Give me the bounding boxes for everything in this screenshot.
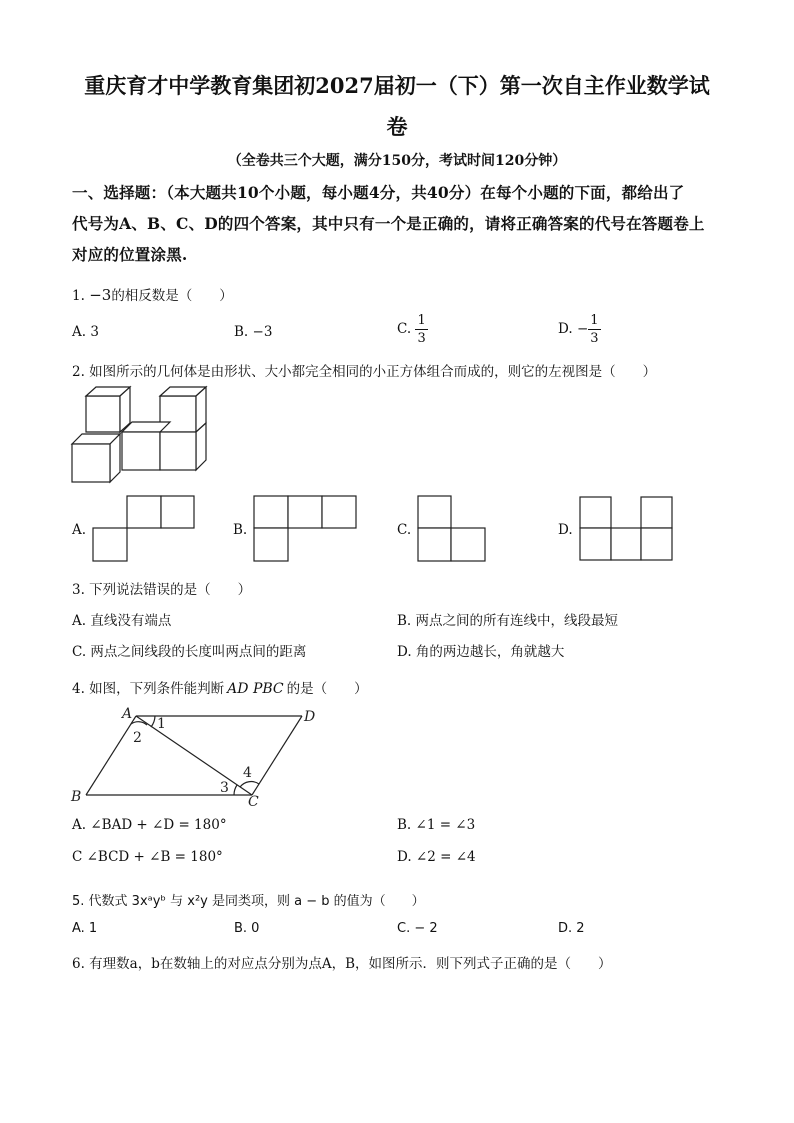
cube-middle-front xyxy=(122,432,160,470)
question-4-stem xyxy=(72,677,368,697)
question-2-option-c-figure xyxy=(418,496,486,562)
question-4-option-a: A. ∠BAD + ∠D = 180° xyxy=(72,817,227,833)
question-2-stem: 2. 如图所示的几何体是由形状、大小都完全相同的小正方体组合而成的，则它的左视图是（ ） xyxy=(72,364,657,380)
question-4-stem-expression: AD PBC xyxy=(227,681,284,697)
angle-label-3: 3 xyxy=(220,780,229,796)
cube-lower-right-side xyxy=(196,423,206,470)
question-2-option-b-label: B. xyxy=(233,522,248,538)
question-1-number: 1. xyxy=(72,288,85,304)
point-label-d: D xyxy=(304,709,316,725)
angle-arc-3 xyxy=(234,785,237,795)
question-1-option-d-label: D. xyxy=(558,321,573,337)
page-subtitle: （全卷共三个大题，满分150分，考试时间120分钟） xyxy=(227,153,567,169)
angle-arc-1 xyxy=(151,716,155,727)
question-3-option-c: C. 两点之间线段的长度叫两点间的距离 xyxy=(72,644,307,660)
question-1-option-c-label: C. xyxy=(397,321,412,337)
cube-front-left xyxy=(72,434,120,482)
question-1-option-c-fraction xyxy=(415,314,427,345)
question-2-option-d-label: D. xyxy=(558,522,573,538)
fraction-denominator: 3 xyxy=(417,331,426,346)
point-label-b: B xyxy=(71,789,82,805)
question-1-text: 的相反数是（ ） xyxy=(111,288,233,304)
question-1-option-d-fraction xyxy=(588,314,600,345)
question-4-figure xyxy=(70,704,330,808)
question-5-option-d: D. 2 xyxy=(558,921,585,936)
section-instructions-line1: 一、选择题：（本大题共10个小题，每小题4分，共40分）在每个小题的下面，都给出了 xyxy=(72,183,685,202)
question-1-option-d xyxy=(558,314,601,345)
question-4-option-c: C ∠BCD + ∠B = 180° xyxy=(72,849,223,865)
question-2-option-d-figure xyxy=(580,497,673,561)
question-3-stem: 3. 下列说法错误的是（ ） xyxy=(72,582,252,598)
angle-label-1: 1 xyxy=(157,716,166,732)
fraction-numerator: 1 xyxy=(590,313,599,328)
section-instructions-line2: 代号为A、B、C、D的四个答案，其中只有一个是正确的，请将正确答案的代号在答题卷上 xyxy=(72,214,705,233)
angle-label-4: 4 xyxy=(243,765,252,781)
point-label-c: C xyxy=(248,794,259,810)
page-title: 重庆育才中学教育集团初2027届初一（下）第一次自主作业数学试 xyxy=(84,73,710,98)
question-2-option-a-label: A. xyxy=(72,522,87,538)
question-3-option-a: A. 直线没有端点 xyxy=(72,613,172,629)
question-1-option-c xyxy=(397,314,428,345)
section-instructions xyxy=(72,177,727,270)
question-5-option-a: A. 1 xyxy=(72,921,98,936)
segment-ac xyxy=(136,716,252,795)
section-instructions-line3: 对应的位置涂黑. xyxy=(72,245,188,264)
question-4-stem-pre: 4. 如图，下列条件能判断 xyxy=(72,681,225,697)
question-4-stem-post: 的是（ ） xyxy=(286,681,368,697)
question-2-solid-figure xyxy=(72,384,212,484)
fraction-denominator: 3 xyxy=(590,331,599,346)
question-5-stem: 5. 代数式 3xᵃyᵇ 与 x²y 是同类项，则 a − b 的值为（ ） xyxy=(72,894,425,909)
question-1-option-a: A. 3 xyxy=(72,324,99,340)
cube-top-left xyxy=(86,387,130,432)
question-1-expression: −3 xyxy=(89,286,112,304)
point-label-a: A xyxy=(122,706,133,722)
question-6-stem: 6. 有理数a，b在数轴上的对应点分别为点A，B，如图所示．则下列式子正确的是（ ） xyxy=(72,956,612,972)
question-1-stem xyxy=(72,284,233,304)
fraction-numerator: 1 xyxy=(417,313,426,328)
angle-arc-4 xyxy=(240,782,259,787)
question-4-option-b: B. ∠1 = ∠3 xyxy=(397,817,476,833)
question-5-option-c: C. − 2 xyxy=(397,921,438,936)
question-2-option-b-figure xyxy=(254,496,357,562)
question-4-option-d: D. ∠2 = ∠4 xyxy=(397,849,476,865)
segment-dc xyxy=(252,716,302,795)
angle-label-2: 2 xyxy=(133,730,142,746)
question-5-option-b: B. 0 xyxy=(234,921,260,936)
question-3-option-d: D. 角的两边越长，角就越大 xyxy=(397,644,565,660)
question-2-option-a-figure xyxy=(93,496,195,562)
question-2-option-c-label: C. xyxy=(397,522,412,538)
segment-ab xyxy=(86,716,136,795)
page-title-continued: 卷 xyxy=(386,114,408,139)
cube-right-front xyxy=(160,432,196,470)
question-1-option-b: B. −3 xyxy=(234,324,273,340)
question-3-option-b: B. 两点之间的所有连线中，线段最短 xyxy=(397,613,619,629)
question-1-option-d-sign: − xyxy=(576,321,589,337)
